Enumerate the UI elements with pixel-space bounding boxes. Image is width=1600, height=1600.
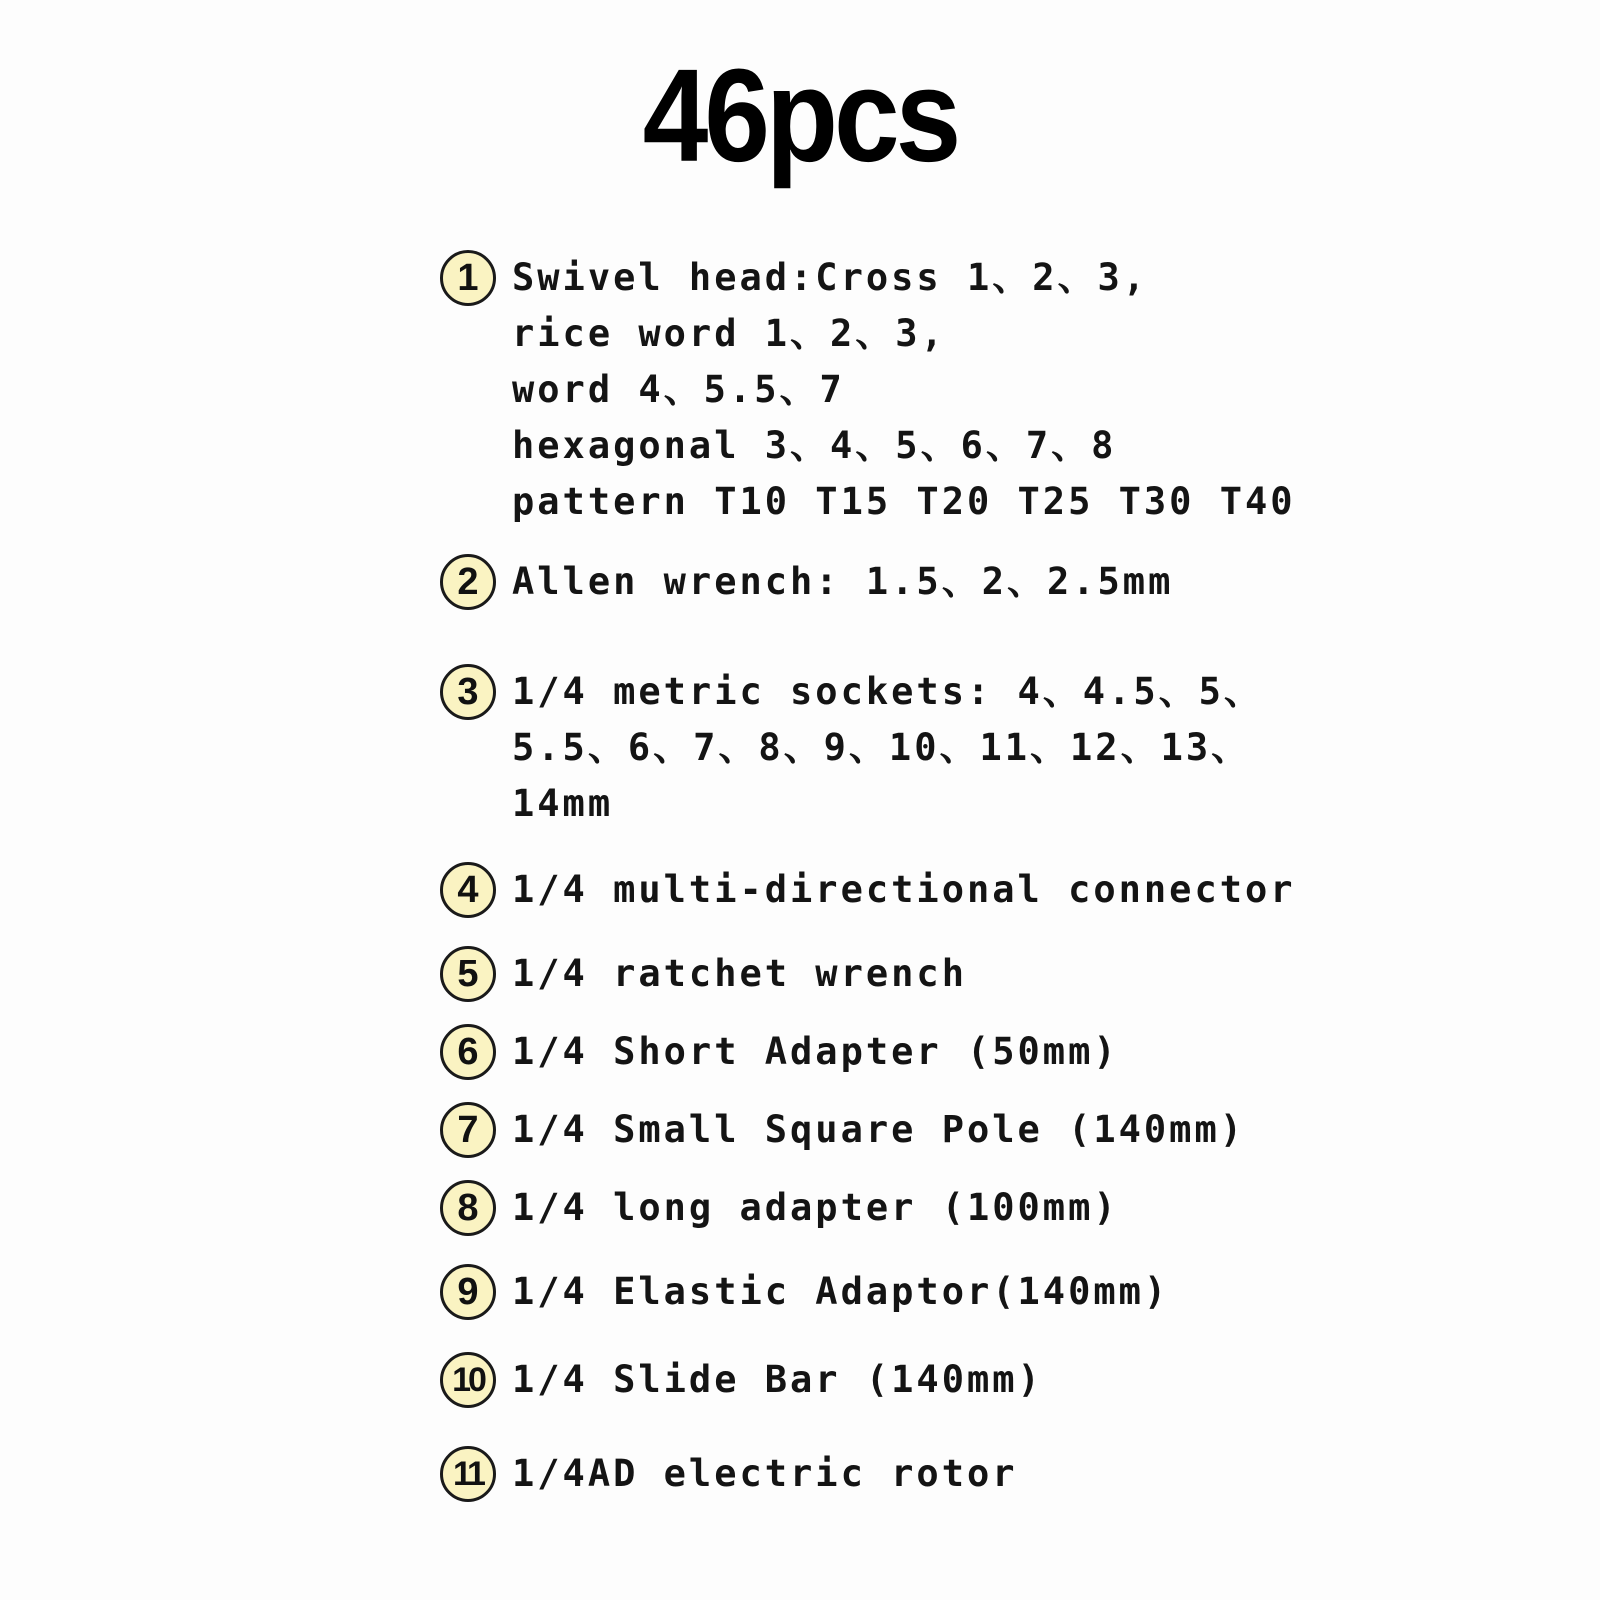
item-line: Swivel head:Cross 1、2、3, — [512, 256, 1149, 299]
item-text — [512, 1446, 1332, 1502]
item-text — [512, 1264, 1332, 1320]
item-number-badge: 2 — [440, 554, 496, 610]
item-number-badge: 9 — [440, 1264, 496, 1320]
item-text — [512, 1024, 1332, 1080]
item-number-badge: 10 — [440, 1352, 496, 1408]
item-number-badge: 8 — [440, 1180, 496, 1236]
item-text — [512, 1352, 1332, 1408]
item-text — [512, 664, 1332, 832]
item-line: word 4、5.5、7 — [512, 368, 845, 411]
item-line: 1/4 ratchet wrench — [512, 952, 967, 995]
item-text — [512, 1102, 1332, 1158]
item-number-badge: 3 — [440, 664, 496, 720]
item-line: 1/4 metric sockets: 4、4.5、5、 — [512, 670, 1264, 713]
item-text — [512, 554, 1332, 610]
item-line: pattern T10 T15 T20 T25 T30 T40 — [512, 480, 1296, 523]
item-line: Allen wrench: 1.5、2、2.5mm — [512, 560, 1174, 603]
item-number-badge: 7 — [440, 1102, 496, 1158]
item-line: hexagonal 3、4、5、6、7、8 — [512, 424, 1117, 467]
item-number-badge: 1 — [440, 250, 496, 306]
item-line: 1/4 Small Square Pole (140mm) — [512, 1108, 1246, 1151]
item-line: 1/4 Short Adapter (50mm) — [512, 1030, 1119, 1073]
item-number-badge: 4 — [440, 862, 496, 918]
item-text — [512, 946, 1332, 1002]
item-line: 5.5、6、7、8、9、10、11、12、13、 — [512, 726, 1252, 769]
item-line: 1/4 Slide Bar (140mm) — [512, 1358, 1043, 1401]
item-text — [512, 250, 1332, 530]
item-line: 1/4 long adapter (100mm) — [512, 1186, 1119, 1229]
page-title: 46pcs — [642, 42, 958, 190]
item-line: 1/4 Elastic Adaptor(140mm) — [512, 1270, 1170, 1313]
item-line: rice word 1、2、3, — [512, 312, 946, 355]
item-text — [512, 1180, 1332, 1236]
item-number-badge: 5 — [440, 946, 496, 1002]
item-number-badge: 11 — [440, 1446, 496, 1502]
item-text — [512, 862, 1332, 918]
item-line: 14mm — [512, 782, 614, 825]
item-line: 1/4AD electric rotor — [512, 1452, 1018, 1495]
item-number-badge: 6 — [440, 1024, 496, 1080]
item-line: 1/4 multi-directional connector — [512, 868, 1296, 911]
